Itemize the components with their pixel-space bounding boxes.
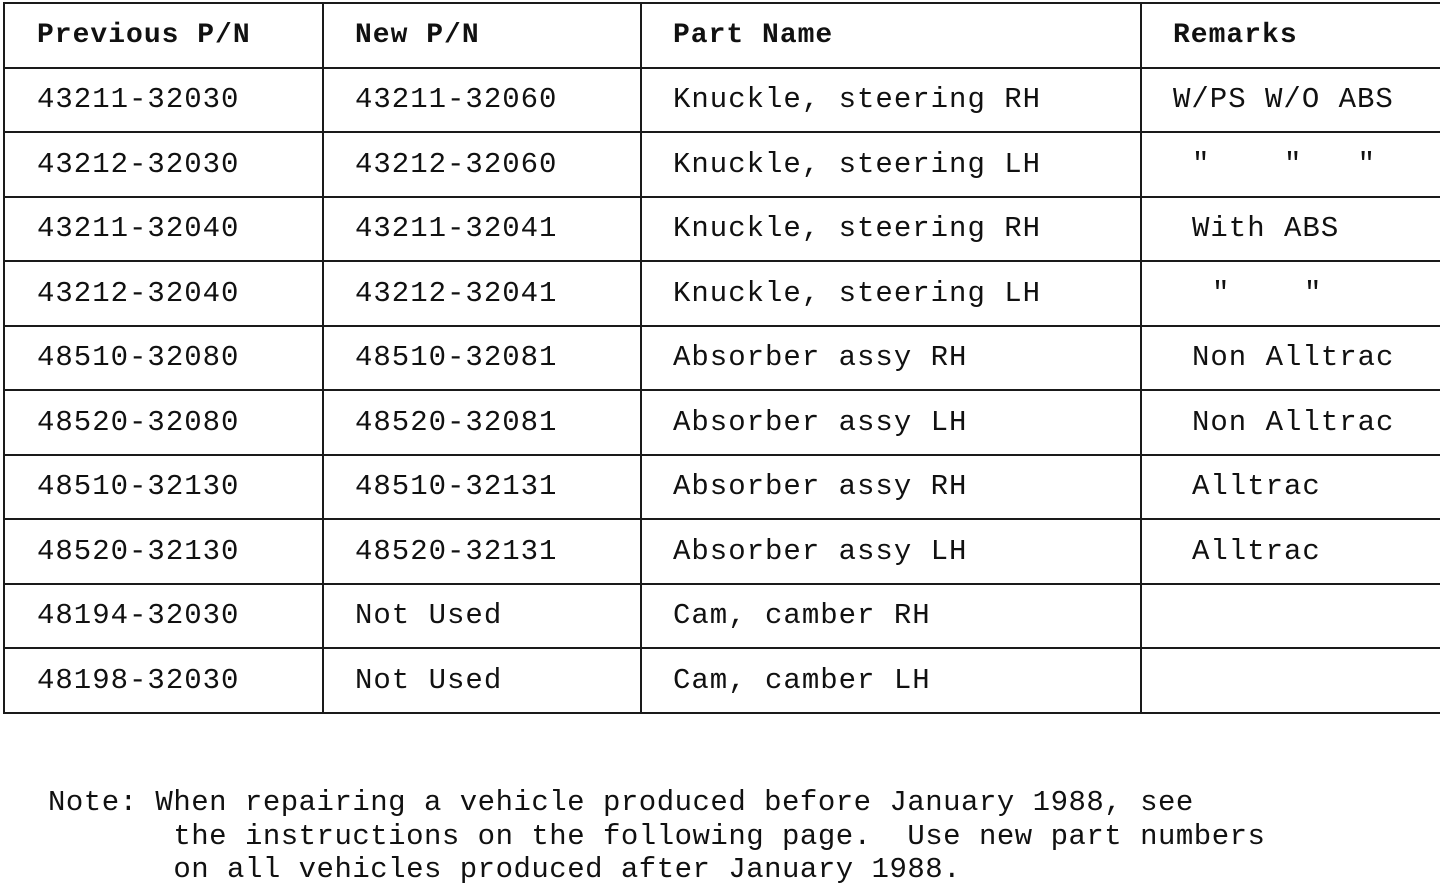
previous-pn-cell: 48198-32030 <box>4 648 323 713</box>
header-previous-pn: Previous P/N <box>4 3 323 68</box>
part-name-cell: Cam, camber RH <box>641 584 1141 649</box>
remarks-cell: " " " <box>1141 132 1440 197</box>
part-name-cell: Knuckle, steering RH <box>641 197 1141 262</box>
part-name-cell: Absorber assy LH <box>641 519 1141 584</box>
previous-pn-cell: 43211-32030 <box>4 68 323 133</box>
previous-pn-cell: 43212-32030 <box>4 132 323 197</box>
table-row <box>4 326 1440 391</box>
new-pn-cell: Not Used <box>323 648 641 713</box>
header-part-name: Part Name <box>641 3 1141 68</box>
new-pn-cell: 48520-32131 <box>323 519 641 584</box>
new-pn-cell: 48510-32131 <box>323 455 641 520</box>
new-pn-cell: 48510-32081 <box>323 326 641 391</box>
parts-table <box>3 2 1440 714</box>
table-row <box>4 519 1440 584</box>
new-pn-cell: Not Used <box>323 584 641 649</box>
previous-pn-cell: 48510-32080 <box>4 326 323 391</box>
table-row <box>4 261 1440 326</box>
previous-pn-cell: 48510-32130 <box>4 455 323 520</box>
remarks-cell: With ABS <box>1141 197 1440 262</box>
remarks-cell: Non Alltrac <box>1141 326 1440 391</box>
remarks-cell <box>1141 584 1440 649</box>
remarks-cell: Alltrac <box>1141 455 1440 520</box>
note-line-3: on all vehicles produced after January 1988. <box>173 853 962 886</box>
header-new-pn: New P/N <box>323 3 641 68</box>
previous-pn-cell: 48520-32080 <box>4 390 323 455</box>
new-pn-cell: 48520-32081 <box>323 390 641 455</box>
new-pn-cell: 43212-32041 <box>323 261 641 326</box>
part-name-cell: Absorber assy RH <box>641 455 1141 520</box>
note-line-2: the instructions on the following page. Use new part numbers <box>173 819 1266 853</box>
part-name-cell: Absorber assy LH <box>641 390 1141 455</box>
part-name-cell: Absorber assy RH <box>641 326 1141 391</box>
new-pn-cell: 43211-32060 <box>323 68 641 133</box>
table-row <box>4 390 1440 455</box>
new-pn-cell: 43212-32060 <box>323 132 641 197</box>
table-row <box>4 132 1440 197</box>
previous-pn-cell: 43211-32040 <box>4 197 323 262</box>
table-row <box>4 584 1440 649</box>
part-name-cell: Knuckle, steering LH <box>641 261 1141 326</box>
previous-pn-cell: 48194-32030 <box>4 584 323 649</box>
note-label: Note: <box>48 786 138 819</box>
previous-pn-cell: 43212-32040 <box>4 261 323 326</box>
table-row <box>4 197 1440 262</box>
remarks-cell: Alltrac <box>1141 519 1440 584</box>
part-name-cell: Knuckle, steering RH <box>641 68 1141 133</box>
remarks-cell: " " <box>1141 261 1440 326</box>
part-name-cell: Cam, camber LH <box>641 648 1141 713</box>
header-remarks: Remarks <box>1141 3 1440 68</box>
part-name-cell: Knuckle, steering LH <box>641 132 1141 197</box>
note-line-1: When repairing a vehicle produced before January 1988, see <box>155 786 1194 819</box>
header-row <box>4 3 1440 68</box>
remarks-cell: Non Alltrac <box>1141 390 1440 455</box>
remarks-cell: W/PS W/O ABS <box>1141 68 1440 133</box>
table-row <box>4 68 1440 133</box>
remarks-cell <box>1141 648 1440 713</box>
new-pn-cell: 43211-32041 <box>323 197 641 262</box>
table-row <box>4 455 1440 520</box>
note-block <box>48 786 1428 887</box>
previous-pn-cell: 48520-32130 <box>4 519 323 584</box>
table-row <box>4 648 1440 713</box>
